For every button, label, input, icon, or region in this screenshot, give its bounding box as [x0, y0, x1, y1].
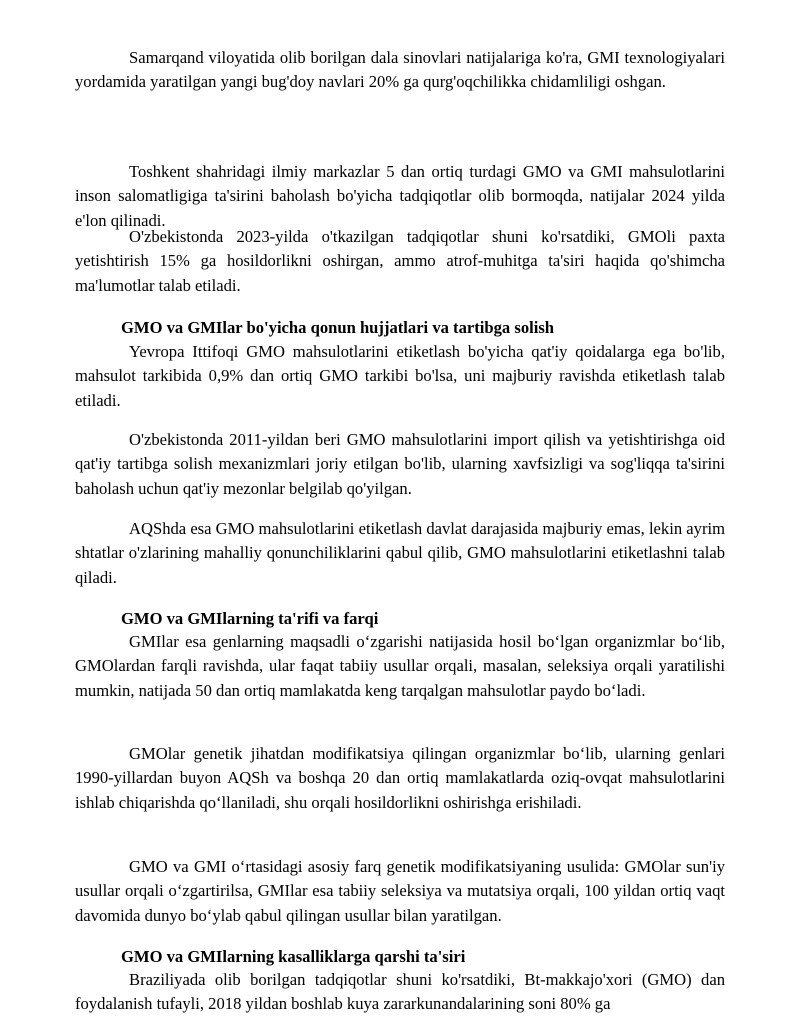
section-heading: GMO va GMIlar bo'yicha qonun hujjatlari va tartibga solish — [121, 318, 555, 337]
paragraph: GMIlar esa genlarning maqsadli o‘zgarishi natijasida hosil bo‘lgan organizmlar bo‘lib, GMOlardan farqli ravishda, ular faqat tabiiy usullar orqali, masalan, seleksiya orqali yaratilishi mumkin, natijada 50 dan ortiq mamlakatda keng tarqalgan mahsulotlar paydo bo‘ladi. — [75, 632, 725, 700]
paragraph: AQShda esa GMO mahsulotlarini etiketlash davlat darajasida majburiy emas, lekin ayrim shtatlar o'zlarining mahalliy qonunchiliklarini qabul qilib, GMO mahsulotlarini etiketlashni talab qiladi. — [75, 519, 725, 587]
paragraph: O'zbekistonda 2023-yilda o'tkazilgan tadqiqotlar shuni ko'rsatdiki, GMOli paxta yetishtirish 15% ga hosildorlikni oshirgan, ammo atrof-muhitga ta'siri haqida qo'shimcha ma'lumotlar talab etiladi. — [75, 227, 725, 295]
paragraph: GMOlar genetik jihatdan modifikatsiya qilingan organizmlar bo‘lib, ularning genlari 1990-yillardan buyon AQSh va boshqa 20 dan ortiq mamlakatlarda oziq-ovqat mahsulotlarini ishlab chiqarishda qo‘llaniladi, shu orqali hosildorlikni oshirishga erishiladi. — [75, 744, 725, 812]
section-heading: GMO va GMIlarning kasalliklarga qarshi ta'siri — [121, 947, 466, 966]
paragraph: O'zbekistonda 2011-yildan beri GMO mahsulotlarini import qilish va yetishtirishga oid qat'iy tartibga solish mexanizmlari joriy etilgan bo'lib, ularning xavfsizligi va sog'liqqa ta'sirini baholash uchun qat'iy mezonlar belgilab qo'yilgan. — [75, 430, 725, 498]
paragraph: Toshkent shahridagi ilmiy markazlar 5 dan ortiq turdagi GMO va GMI mahsulotlarini inson salomatligiga ta'sirini baholash bo'yicha tadqiqotlar olib bormoqda, natijalar 2024 yilda e'lon qilinadi. — [75, 162, 725, 230]
paragraph: Yevropa Ittifoqi GMO mahsulotlarini etiketlash bo'yicha qat'iy qoidalarga ega bo'lib, mahsulot tarkibida 0,9% dan ortiq GMO tarkibi bo'lsa, uni majburiy ravishda etiketlash talab etiladi. — [75, 342, 725, 410]
paragraph: GMO va GMI o‘rtasidagi asosiy farq genetik modifikatsiyaning usulida: GMOlar sun'iy usullar orqali o‘zgartirilsa, GMIlar esa tabiiy seleksiya va mutatsiya orqali, 100 yildan ortiq vaqt davomida dunyo bo‘ylab qabul qilingan usullar bilan yaratilgan. — [75, 857, 725, 925]
section-heading: GMO va GMIlarning ta'rifi va farqi — [121, 609, 379, 628]
paragraph: Braziliyada olib borilgan tadqiqotlar shuni ko'rsatdiki, Bt-makkajo'xori (GMO) dan foydalanish tufayli, 2018 yildan boshlab kuya zararkunandalarining soni 80% ga — [75, 970, 725, 1014]
paragraph: Samarqand viloyatida olib borilgan dala sinovlari natijalariga ko'ra, GMI texnologiyalari yordamida yaratilgan yangi bug'doy navlari 20% ga qurg'oqchilikka chidamliligi oshgan. — [75, 48, 725, 92]
